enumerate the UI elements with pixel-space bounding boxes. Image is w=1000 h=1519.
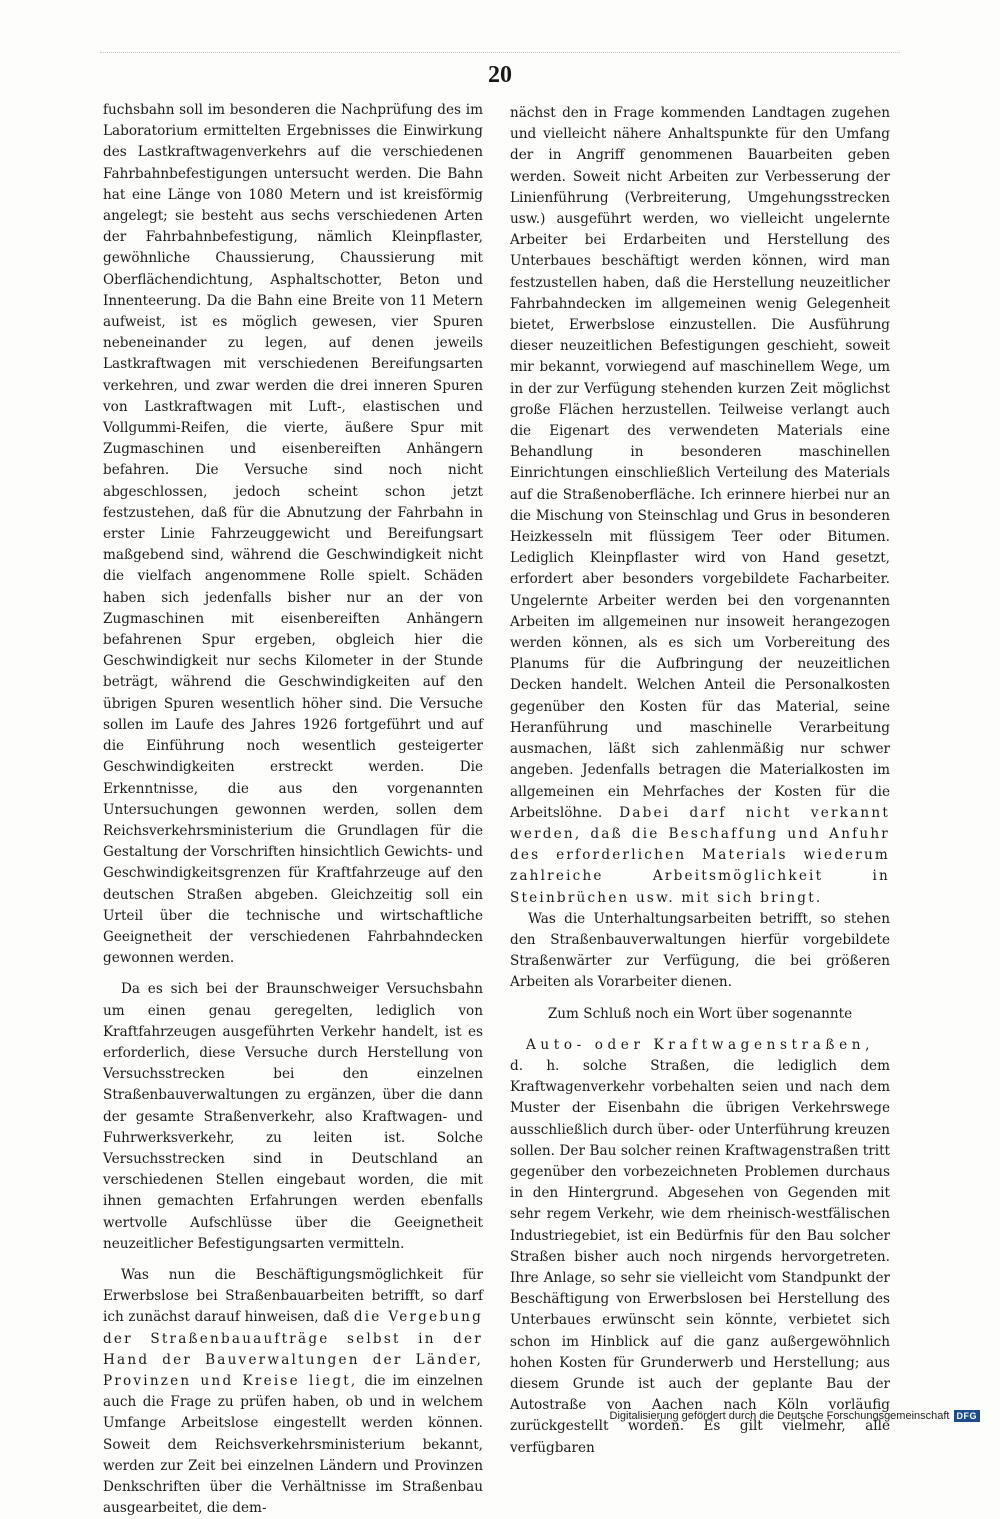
paragraph	[103, 1265, 483, 1519]
text-run: Was nun die Beschäftigungsmöglichkeit für Erwerbslose bei Straßenbauarbeiten betrifft, so darf ich zunächst darauf hinweisen, daß	[103, 1266, 483, 1326]
scan-edge-dots	[100, 52, 900, 55]
text-run: die im einzelnen auch die Frage zu prüfen haben, ob und in welchem Umfange Arbeitslose eingestellt werden können. Soweit dem Reichsverkehrsministerium bekannt, werden zur Zeit bei einzelnen Ländern und Provinzen Denkschriften über die Verhältnisse im Straßenbau ausgearbeitet, die dem-	[103, 1372, 483, 1517]
spaced-emphasis: Dabei darf nicht verkannt werden, daß die Beschaffung und Anfuhr des erforderlichen Materials wiederum zahlreiche Arbeitsmöglichkeit in Steinbrüchen usw. mit sich bringt.	[510, 804, 890, 906]
paragraph	[510, 103, 890, 909]
footer-credit	[610, 1410, 980, 1422]
paragraph: Was die Unterhaltungsarbeiten betrifft, so stehen den Straßenbauverwaltungen hierfür vorgebildete Straßenwärter zur Verfügung, die bei größeren Arbeiten als Vorarbeiter dienen.	[510, 910, 890, 991]
section-heading: Auto- oder Kraftwagenstraßen,	[525, 1036, 875, 1053]
page-number: 20	[488, 62, 512, 88]
paragraph: d. h. solche Straßen, die lediglich dem Kraftwagenverkehr vorbehalten seien und nach dem Muster der Eisenbahn die übrigen Verkehrswege ausschließlich durch über- oder Unterführung kreuzen sollen. Der Bau solcher reinen Kraftwagenstraßen tritt gegenüber den vorbezeichneten Problemen durchaus in den Hintergrund. Abgesehen von Gegenden mit sehr regem Verkehr, wie dem rheinisch-westfälischen Industriegebiet, ist ein Bedürfnis für den Bau solcher Straßen bisher auch noch nirgends hervorgetreten. Ihre Anlage, so sehr sie vielleicht vom Standpunkt der Beschäftigung von Erwerbslosen bei Herstellung des Unterbaues erwünscht sein könnte, verbietet sich schon im Hinblick auf die ganz außergewöhnlich hohen Kosten für Grunderwerb und Herstellung; aus diesem Grunde ist auch der geplante Bau der Autostraße von Aachen nach Köln vorläufig zurückgestellt worden. Es gilt vielmehr, alle verfügbaren	[510, 1057, 890, 1456]
right-column	[510, 103, 890, 1459]
paragraph: fuchsbahn soll im besonderen die Nachprüfung des im Laboratorium ermittelten Ergebnisses die Einwirkung des Lastkraftwagenverkehrs auf die verschiedenen Fahrbahnbefestigungen untersucht werden. Die Bahn hat eine Länge von 1080 Metern und ist kreisförmig angelegt; sie besteht aus sechs verschiedenen Arten der Fahrbahnbefestigung, nämlich Kleinpflaster, gewöhnliche Chaussierung, Chaussierung mit Oberflächendichtung, Asphaltschotter, Beton und Innenteerung. Da die Bahn eine Breite von 11 Metern aufweist, ist es möglich gewesen, vier Spuren nebeneinander zu legen, auf denen jeweils Lastkraftwagen mit verschiedenen Bereifungsarten verkehren, und zwar werden die drei inneren Spuren von Lastkraftwagen mit Luft-, elastischen und Vollgummi-Reifen, die vierte, äußere Spur mit Zugmaschinen und eisenbereiften Anhängern befahren. Die Versuche sind noch nicht abgeschlossen, jedoch scheint schon jetzt festzustehen, daß für die Abnutzung der Fahrbahn in erster Linie Fahrzeuggewicht und Bereifungsart maßgebend sind, während die Geschwindigkeit nicht die vielfach angenommene Rolle spielt. Schäden haben sich jedenfalls bisher nur an der von Zugmaschinen mit eisenbereiften Anhängern befahrenen Spur ergeben, obgleich hier die Geschwindigkeit nur sechs Kilometer in der Stunde beträgt, während die Geschwindigkeiten auf den übrigen Spuren wesentlich höher sind. Die Versuche sollen im Laufe des Jahres 1926 fortgeführt und auf die Einführung noch wesentlich gesteigerter Geschwindigkeiten erstreckt werden. Die Erkenntnisse, die aus den vorgenannten Untersuchungen gewonnen werden, sollen dem Reichsverkehrsministerium die Grundlagen für die Gestaltung der Vorschriften hinsichtlich Gewichts- und Geschwindigkeitsgrenzen für Kraftfahrzeuge auf den deutschen Straßen abgeben. Gleichzeitig soll ein Urteil über die technische und wirtschaftliche Geeignetheit der verschiedenen Fahrbahndecken gewonnen werden.	[103, 102, 483, 967]
section-lead: Zum Schluß noch ein Wort über sogenannte	[547, 1005, 853, 1022]
left-column	[103, 100, 483, 1519]
footer-text: Digitalisierung gefördert durch die Deutsche Forschungsgemeinschaft	[609, 1410, 950, 1422]
spaced-emphasis: die Vergebung der Straßenbauaufträge selbst in der Hand der Bauverwaltungen der Länder, Provinzen und Kreise liegt,	[103, 1309, 484, 1389]
dfg-logo: DFG	[954, 1410, 981, 1422]
paragraph: Da es sich bei der Braunschweiger Versuchsbahn um einen genau geregelten, lediglich von Kraftfahrzeugen ausgeführten Verkehr handelt, ist es erforderlich, diese Versuche durch Herstellung von Versuchsstrecken bei den einzelnen Straßenbauverwaltungen zu ergänzen, über die dann der gesamte Straßenverkehr, also Kraftwagen- und Fuhrwerksverkehr, zu leiten ist. Solche Versuchsstrecken sind in Deutschland an verschiedenen Stellen eingebaut worden, die mit ihnen gemachten Erfahrungen werden ebenfalls wertvolle Aufschlüsse über die Geeignetheit neuzeitlicher Befestigungsarten vermitteln.	[103, 981, 483, 1252]
text-run: nächst den in Frage kommenden Landtagen zugehen und vielleicht nähere Anhaltspunkte für den Umfang der in Angriff genommenen Bauarbeiten geben werden. Soweit nicht Arbeiten zur Verbesserung der Linienführung (Verbreiterung, Umgehungsstrecken usw.) ausgeführt werden, wo vielleicht ungelernte Arbeiter bei Erdarbeiten und Herstellung des Unterbaues beschäftigt werden können, wird man festzustellen haben, daß die Herstellung neuzeitlicher Fahrbahndecken im allgemeinen wenig Gelegenheit bietet, Erwerbslose einzustellen. Die Ausführung dieser neuzeitlichen Befestigungen geschieht, soweit mir bekannt, vorwiegend auf maschinellem Wege, um in der zur Verfügung stehenden kurzen Zeit möglichst große Flächen herzustellen. Teilweise verlangt auch die Eigenart des verwendeten Materials eine Behandlung in besonderen maschinellen Einrichtungen einschließlich Verteilung des Materials auf die Straßenoberfläche. Ich erinnere hierbei nur an die Mischung von Steinschlag und Grus in besonderen Heizkesseln mit flüssigem Teer oder Bitumen. Lediglich Kleinpflaster wird von Hand gesetzt, erfordert aber besonders vorgebildete Facharbeiter. Ungelernte Arbeiter werden bei den vorgenannten Arbeiten im allgemeinen nur insoweit herangezogen werden können, als es sich um Vorbereitung des Planums für die Aufbringung der neuzeitlichen Decken handelt. Welchen Anteil die Personalkosten gegenüber den Kosten für das Material, seine Heranführung und maschinelle Verarbeitung ausmachen, läßt sich zahlenmäßig nur schwer angeben. Jedenfalls betragen die Materialkosten im allgemeinen ein Mehrfaches der Kosten für die Arbeitslöhne.	[510, 105, 890, 821]
